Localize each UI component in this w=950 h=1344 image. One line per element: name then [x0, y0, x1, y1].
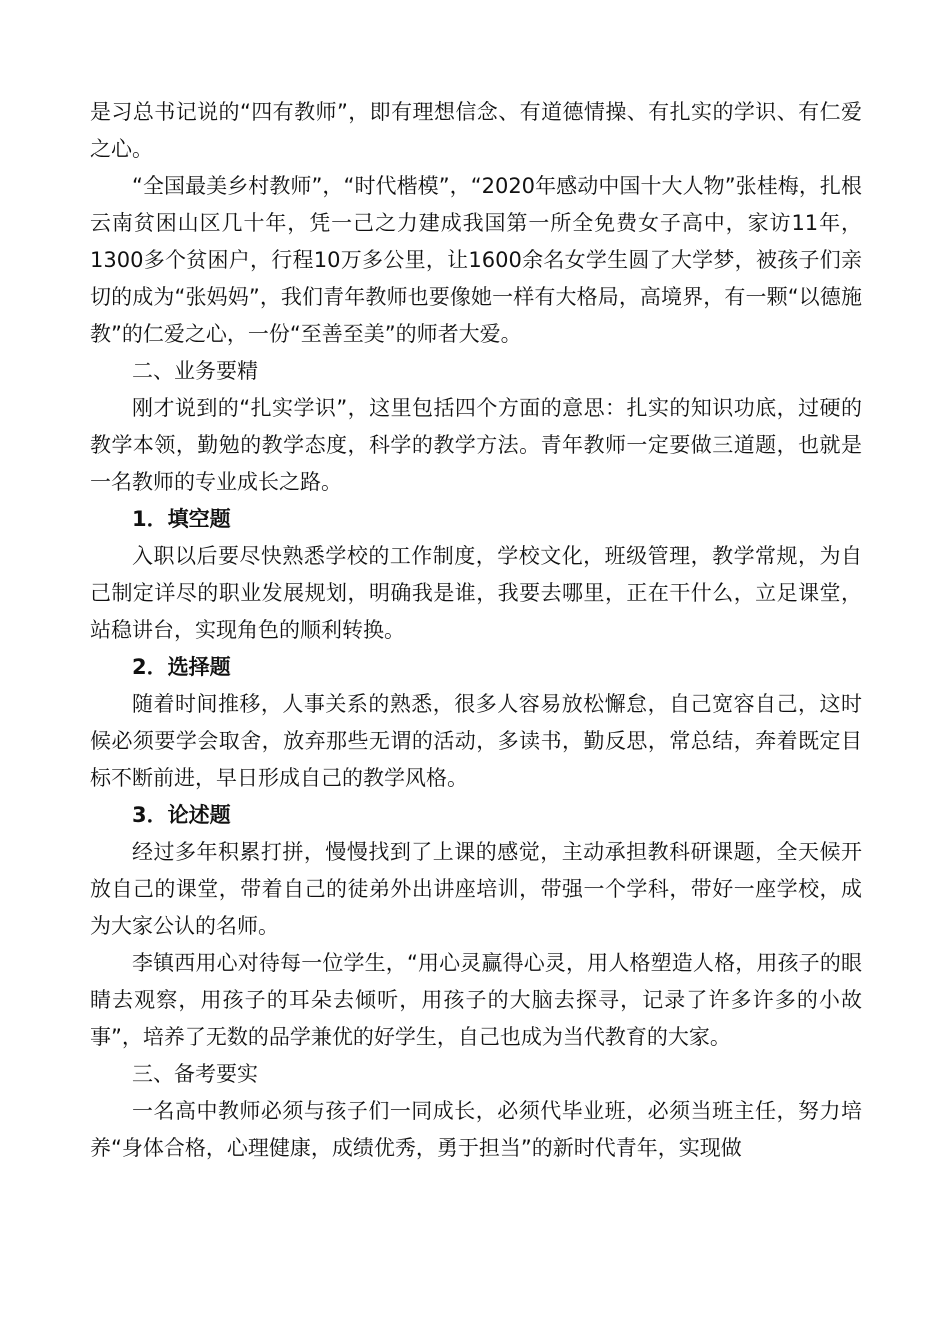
section-heading: 三、备考要实 — [132, 1062, 258, 1086]
paragraph: 随着时间推移，人事关系的熟悉，很多人容易放松懈怠，自己宽容自己，这时候必须要学会取舍，放弃那些无谓的活动，多读书，勤反思，常总结，奔着既定目标不断前进，早日形成自己的教学风格。 — [90, 692, 862, 790]
paragraph: 刚才说到的“扎实学识”，这里包括四个方面的意思：扎实的知识功底，过硬的教学本领，勤勉的教学态度，科学的教学方法。青年教师一定要做三道题，也就是一名教师的专业成长之路。 — [90, 396, 862, 494]
paragraph: 一名高中教师必须与孩子们一同成长，必须代毕业班，必须当班主任，努力培养“身体合格，心理健康，成绩优秀，勇于担当”的新时代青年，实现做 — [90, 1099, 862, 1160]
paragraph: 李镇西用心对待每一位学生，“用心灵赢得心灵，用人格塑造人格，用孩子的眼睛去观察，用孩子的耳朵去倾听，用孩子的大脑去探寻，记录了许多许多的小故事”，培养了无数的品学兼优的好学生，自己也成为当代教育的大家。 — [90, 951, 862, 1049]
paragraph: 是习总书记说的“四有教师”，即有理想信念、有道德情操、有扎实的学识、有仁爱之心。 — [90, 100, 862, 161]
section-heading: 二、业务要精 — [132, 359, 258, 383]
paragraph: 入职以后要尽快熟悉学校的工作制度，学校文化，班级管理，教学常规，为自己制定详尽的职业发展规划，明确我是谁，我要去哪里，正在干什么，立足课堂，站稳讲台，实现角色的顺利转换。 — [90, 544, 862, 642]
paragraph: 经过多年积累打拼，慢慢找到了上课的感觉，主动承担教科研课题，全天候开放自己的课堂，带着自己的徒弟外出讲座培训，带强一个学科，带好一座学校，成为大家公认的名师。 — [90, 840, 862, 938]
subsection-heading: 3．论述题 — [132, 803, 231, 827]
paragraph: “全国最美乡村教师”，“时代楷模”，“2020年感动中国十大人物”张桂梅，扎根云南贫困山区几十年，凭一己之力建成我国第一所全免费女子高中，家访11年，1300多个贫困户，行程10万多公里，让1600余名女学生圆了大学梦，被孩子们亲切的成为“张妈妈”，我们青年教师也要像她一样有大格局，高境界，有一颗“以德施教”的仁爱之心，一份“至善至美”的师者大爱。 — [90, 174, 862, 346]
subsection-heading: 2．选择题 — [132, 655, 231, 679]
document-body — [90, 94, 862, 1167]
subsection-heading: 1．填空题 — [132, 507, 231, 531]
